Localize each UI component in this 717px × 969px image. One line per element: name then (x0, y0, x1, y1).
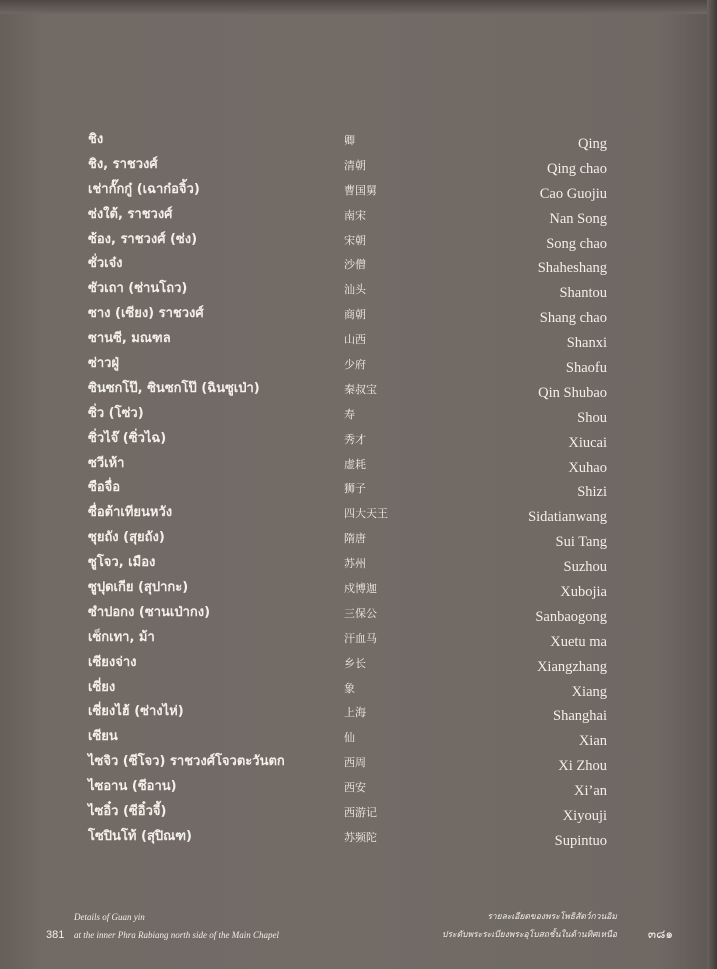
glossary-romanized-term: Nan Song (549, 210, 607, 227)
glossary-romanized-term: Shaheshang (537, 260, 607, 277)
glossary-romanized-term: Qin Shubao (538, 384, 607, 401)
thai-page-number: ๓๘๑ (647, 927, 673, 941)
glossary-row (0, 825, 717, 850)
glossary-thai-term: ชิง (88, 132, 104, 147)
glossary-romanized-term: Xian (578, 733, 607, 750)
glossary-row (0, 626, 717, 651)
glossary-romanized-term: Qing chao (547, 160, 607, 177)
glossary-chinese-term: 仙 (344, 731, 355, 745)
footer-caption-english (40, 910, 360, 946)
glossary-chinese-term: 狮子 (344, 482, 366, 496)
glossary-romanized-term: Xi Zhou (558, 758, 607, 775)
glossary-chinese-term: 三保公 (344, 606, 377, 620)
glossary-thai-term: เซี่ยง (88, 679, 116, 695)
glossary-row (0, 700, 717, 725)
glossary-romanized-term: Supintuo (554, 832, 607, 849)
glossary-romanized-term: Xi’an (573, 783, 607, 800)
glossary-thai-term: โซปินโท้ (สุปิณฑ) (88, 828, 192, 844)
glossary-row (0, 775, 717, 800)
glossary-row (0, 178, 717, 203)
glossary-thai-term: เซียงจ่าง (88, 654, 137, 670)
glossary-romanized-term: Sidatianwang (528, 509, 607, 526)
glossary-chinese-term: 清朝 (344, 158, 366, 172)
glossary-row (0, 228, 717, 253)
glossary-row (0, 452, 717, 477)
glossary-chinese-term: 上海 (344, 706, 366, 720)
glossary-thai-term: ซือจื่อ (88, 480, 121, 496)
glossary-row (0, 576, 717, 601)
glossary-romanized-term: Sui Tang (555, 534, 607, 551)
glossary-row (0, 476, 717, 501)
glossary-thai-term: ไซจิว (ซีโจว) ราชวงศ์โจวตะวันตก (88, 754, 285, 770)
glossary-row (0, 526, 717, 551)
glossary-chinese-term: 山西 (344, 333, 366, 347)
glossary-chinese-term: 沙僧 (344, 258, 366, 272)
glossary-romanized-term: Cao Guojiu (539, 185, 607, 202)
glossary-thai-term: ซ่งใต้, ราชวงศ์ (88, 206, 173, 222)
glossary-thai-term: ซานซี, มณฑล (88, 331, 171, 347)
glossary-row (0, 153, 717, 178)
glossary-row (0, 203, 717, 228)
page-number: 381 (46, 929, 65, 941)
glossary-romanized-term: Sanbaogong (535, 608, 607, 625)
glossary-row (0, 501, 717, 526)
glossary-thai-term: ซำปอกง (ซานเป่ากง) (88, 604, 211, 620)
glossary-chinese-term: 西游记 (344, 806, 377, 820)
glossary-thai-term: ชิง, ราชวงศ์ (88, 156, 158, 172)
glossary-chinese-term: 戍博迦 (344, 582, 377, 596)
glossary-chinese-term: 四大天王 (344, 507, 388, 521)
glossary-row (0, 750, 717, 775)
glossary-chinese-term: 西安 (344, 781, 366, 795)
glossary-romanized-term: Shanxi (566, 335, 607, 352)
glossary-romanized-term: Shizi (577, 484, 607, 501)
glossary-thai-term: ซัวเถา (ซ่านโถว) (88, 281, 188, 297)
glossary-romanized-term: Shantou (559, 285, 607, 302)
glossary-thai-term: ซิ่วไจ๊ (ซิ่วไฉ) (88, 430, 167, 446)
glossary-thai-term: ไซอิ๋ว (ซีอิ๋วจี้) (88, 804, 167, 820)
glossary-chinese-term: 南宋 (344, 208, 366, 222)
glossary-romanized-term: Xuhao (568, 459, 607, 476)
glossary-thai-term: เซียน (88, 729, 118, 745)
glossary-romanized-term: Xiangzhang (536, 658, 607, 675)
glossary-romanized-term: Shang chao (539, 310, 607, 327)
glossary-thai-term: ซูปุดเกีย (สุปากะ) (88, 580, 189, 596)
glossary-list (0, 128, 717, 850)
glossary-romanized-term: Song chao (546, 235, 607, 252)
glossary-chinese-term: 寿 (344, 407, 355, 421)
glossary-row (0, 402, 717, 427)
caption-line-1: Details of Guan yin (74, 912, 145, 922)
caption-line-2: at the inner Phra Rabiang north side of the Main Chapel (74, 930, 279, 940)
glossary-row (0, 302, 717, 327)
glossary-row (0, 377, 717, 402)
glossary-chinese-term: 象 (344, 681, 355, 695)
glossary-chinese-term: 少府 (344, 358, 366, 372)
thai-caption-line-2: ประดับพระระเบียงพระอุโบสถชั้นในด้านทิศเหนือ (442, 930, 617, 940)
glossary-thai-term: ไซอาน (ซีอาน) (88, 779, 177, 795)
glossary-row (0, 800, 717, 825)
glossary-row (0, 277, 717, 302)
glossary-row (0, 252, 717, 277)
glossary-row (0, 676, 717, 701)
glossary-romanized-term: Xiyouji (562, 808, 607, 825)
glossary-chinese-term: 商朝 (344, 308, 366, 322)
glossary-chinese-term: 曹国舅 (344, 183, 377, 197)
glossary-thai-term: ซาง (เซียง) ราชวงศ์ (88, 306, 204, 322)
glossary-chinese-term: 汗血马 (344, 631, 377, 645)
glossary-thai-term: ซินซกโป๊, ซินซกโป๊ (ฉินซูเป่า) (88, 380, 260, 396)
glossary-chinese-term: 秦叔宝 (344, 382, 377, 396)
glossary-chinese-term: 苏频陀 (344, 830, 377, 844)
thai-caption-line-1: รายละเอียดของพระโพธิสัตว์กวนอิม (487, 912, 617, 922)
glossary-row (0, 601, 717, 626)
glossary-romanized-term: Xiucai (568, 434, 607, 451)
glossary-thai-term: เช่ากั๊กกู๋ (เฉาก๋อจิ้ว) (88, 181, 200, 197)
footer-caption-thai (373, 910, 673, 946)
glossary-thai-term: ซูโจว, เมือง (88, 555, 156, 571)
glossary-chinese-term: 宋朝 (344, 233, 366, 247)
glossary-thai-term: ซื่อต้าเทียนหวัง (88, 505, 173, 521)
glossary-romanized-term: Xubojia (560, 584, 607, 601)
glossary-romanized-term: Xuetu ma (550, 633, 607, 650)
glossary-thai-term: เซี่ยงไฮ้ (ซ่างไห่) (88, 704, 184, 720)
glossary-thai-term: ซิ่ว (โซ่ว) (88, 405, 144, 421)
glossary-romanized-term: Shou (577, 409, 607, 426)
glossary-romanized-term: Shanghai (553, 708, 607, 725)
glossary-thai-term: ซ้อง, ราชวงศ์ (ซ่ง) (88, 231, 198, 247)
glossary-thai-term: เซ็กเทา, ม้า (88, 629, 155, 645)
glossary-thai-term: ซ่าวฝู่ (88, 356, 120, 372)
page-top-shadow (0, 0, 717, 14)
glossary-thai-term: ซั่วเจ๋ง (88, 256, 123, 272)
glossary-thai-term: ซุยถัง (สุยถัง) (88, 530, 165, 546)
glossary-romanized-term: Suzhou (563, 559, 607, 576)
glossary-chinese-term: 卿 (344, 134, 355, 147)
glossary-chinese-term: 西周 (344, 756, 366, 770)
glossary-chinese-term: 虚耗 (344, 457, 366, 471)
glossary-romanized-term: Qing (578, 136, 607, 152)
glossary-romanized-term: Shaofu (565, 360, 607, 377)
glossary-chinese-term: 隋唐 (344, 532, 366, 546)
glossary-row (0, 427, 717, 452)
glossary-chinese-term: 苏州 (344, 557, 366, 571)
glossary-row (0, 352, 717, 377)
glossary-row (0, 725, 717, 750)
glossary-chinese-term: 乡长 (344, 656, 366, 670)
glossary-chinese-term: 秀才 (344, 432, 366, 446)
glossary-romanized-term: Xiang (571, 683, 607, 700)
glossary-chinese-term: 汕头 (344, 283, 366, 297)
glossary-row (0, 327, 717, 352)
glossary-row (0, 128, 717, 153)
glossary-row (0, 651, 717, 676)
glossary-thai-term: ซวีเห้า (88, 455, 125, 471)
glossary-row (0, 551, 717, 576)
